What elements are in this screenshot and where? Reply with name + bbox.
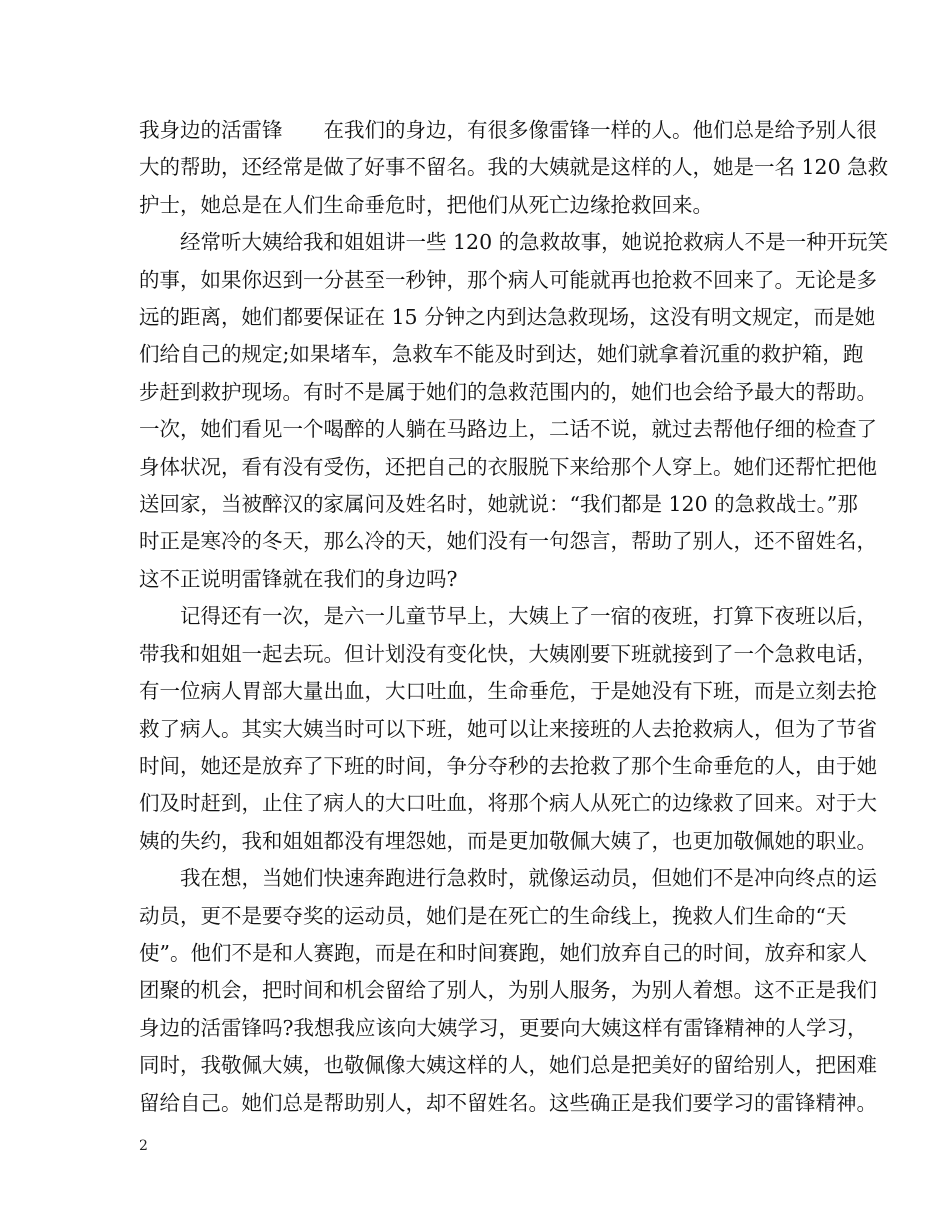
page-number: 2	[139, 1138, 148, 1154]
paragraph-line: 步赶到救护现场。有时不是属于她们的急救范围内的，她们也会给予最大的帮助。	[139, 379, 877, 404]
paragraph-2	[139, 224, 889, 598]
paragraph-line: 大的帮助，还经常是做了好事不留名。我的大姨就是这样的人，她是一名 120 急救	[139, 155, 889, 180]
essay-title: 我身边的活雷锋	[139, 118, 283, 142]
paragraph-line: 时正是寒冷的冬天，那么冷的天，她们没有一句怨言，帮助了别人，还不留姓名，	[139, 529, 877, 554]
paragraph-line: 留给自己。她们总是帮助别人，却不留姓名。这些确正是我们要学习的雷锋精神。	[139, 1090, 877, 1115]
paragraph-line: 同时，我敬佩大姨，也敬佩像大姨这样的人，她们总是把美好的留给别人，把困难	[139, 1053, 877, 1078]
paragraph-line: 远的距离，她们都要保证在 15 分钟之内到达急救现场，这没有明文规定，而是她	[139, 305, 876, 330]
paragraph-line: 身边的活雷锋吗?我想我应该向大姨学习，更要向大姨这样有雷锋精神的人学习，	[139, 1015, 868, 1040]
paragraph-line: 的事，如果你迟到一分甚至一秒钟，那个病人可能就再也抢救不回来了。无论是多	[139, 267, 877, 292]
paragraph-line: 身体状况，看有没有受伤，还把自己的衣服脱下来给那个人穿上。她们还帮忙把他	[139, 454, 877, 479]
paragraph-line: 带我和姐姐一起去玩。但计划没有变化快，大姨刚要下班就接到了一个急救电话，	[139, 641, 877, 666]
paragraph-4	[139, 860, 877, 1122]
paragraph-line: 我在想，当她们快速奔跑进行急救时，就像运动员，但她们不是冲向终点的运	[180, 866, 877, 891]
document-body	[139, 112, 889, 1122]
paragraph-3	[139, 598, 877, 860]
paragraph-line: 时间，她还是放弃了下班的时间，争分夺秒的去抢救了那个生命垂危的人，由于她	[139, 753, 877, 778]
paragraph-line: 这不正说明雷锋就在我们的身边吗?	[139, 566, 458, 591]
paragraph-line	[139, 112, 877, 149]
paragraph-line-text: 在我们的身边，有很多像雷锋一样的人。他们总是给予别人很	[323, 118, 877, 142]
paragraph-line: 护士，她总是在人们生命垂危时，把他们从死亡边缘抢救回来。	[139, 192, 713, 217]
paragraph-line: 们及时赶到，止住了病人的大口吐血，将那个病人从死亡的边缘救了回来。对于大	[139, 791, 877, 816]
paragraph-line: 记得还有一次，是六一儿童节早上，大姨上了一宿的夜班，打算下夜班以后，	[180, 604, 877, 629]
paragraph-line: 送回家，当被醉汉的家属问及姓名时，她就说：“我们都是 120 的急救战士。”那	[139, 492, 858, 517]
paragraph-line: 经常听大姨给我和姐姐讲一些 120 的急救故事，她说抢救病人不是一种开玩笑	[180, 230, 889, 255]
paragraph-line: 动员，更不是要夺奖的运动员，她们是在死亡的生命线上，挽救人们生命的“天	[139, 903, 847, 928]
paragraph-line: 团聚的机会，把时间和机会留给了别人，为别人服务，为别人着想。这不正是我们	[139, 978, 877, 1003]
paragraph-line: 一次，她们看见一个喝醉的人躺在马路边上，二话不说，就过去帮他仔细的检查了	[139, 417, 877, 442]
paragraph-line: 使”。他们不是和人赛跑，而是在和时间赛跑，她们放弃自己的时间，放弃和家人	[139, 940, 867, 965]
paragraph-line: 救了病人。其实大姨当时可以下班，她可以让来接班的人去抢救病人，但为了节省	[139, 716, 877, 741]
paragraph-line: 姨的失约，我和姐姐都没有埋怨她，而是更加敬佩大姨了，也更加敬佩她的职业。	[139, 828, 877, 853]
paragraph-line: 们给自己的规定;如果堵车，急救车不能及时到达，她们就拿着沉重的救护箱，跑	[139, 342, 864, 367]
paragraph-line: 有一位病人胃部大量出血，大口吐血，生命垂危，于是她没有下班，而是立刻去抢	[139, 679, 877, 704]
paragraph-1	[139, 112, 889, 224]
